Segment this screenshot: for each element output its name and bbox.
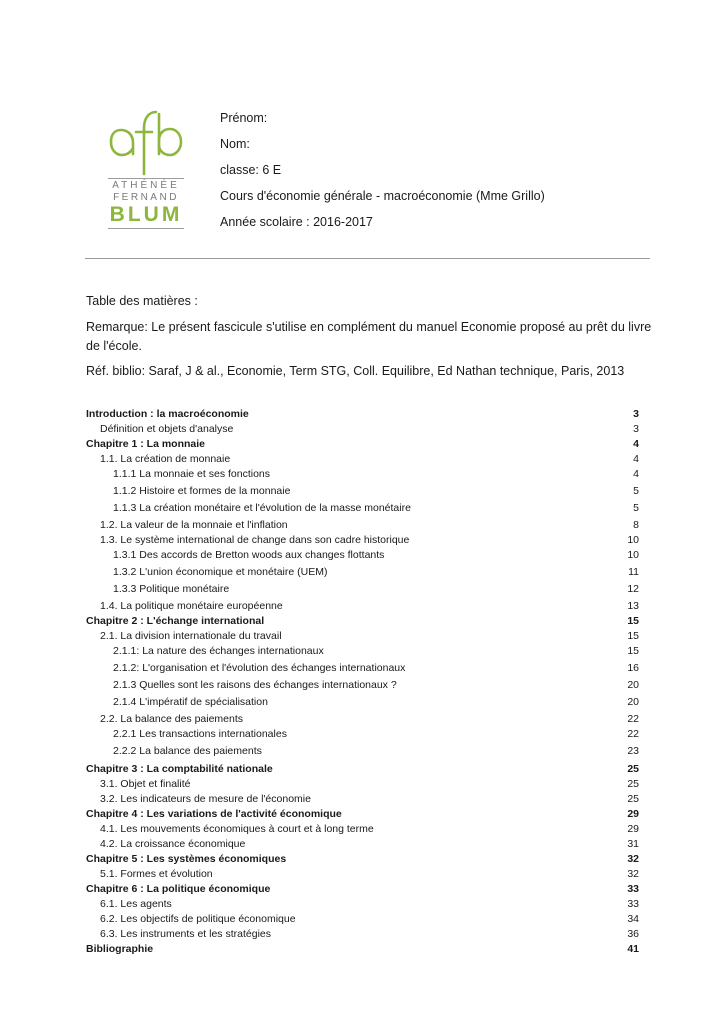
toc-entry-page: 32	[627, 868, 639, 880]
logo-rule-top	[108, 178, 184, 179]
toc-entry-page: 16	[627, 662, 639, 674]
toc-entry-title: 4.2. La croissance économique	[100, 838, 246, 850]
logo-text-athenee: ATHÉNÉE	[112, 180, 180, 191]
toc-entry[interactable]	[86, 600, 639, 613]
toc-entry-title: 1.1.2 Histoire et formes de la monnaie	[113, 485, 291, 497]
toc-entry-page: 15	[627, 645, 639, 657]
toc-entry-title: 1.1.1 La monnaie et ses fonctions	[113, 468, 271, 480]
toc-entry-title: Chapitre 5 : Les systèmes économiques	[86, 853, 287, 865]
toc-entry[interactable]	[86, 519, 639, 532]
toc-entry-page: 5	[633, 485, 639, 497]
toc-entry-title: 1.3.2 L'union économique et monétaire (UEM)	[113, 566, 328, 578]
toc-entry-title: Bibliographie	[86, 943, 154, 955]
toc-entry-title: 2.1.2: L'organisation et l'évolution des échanges internationaux	[113, 662, 406, 674]
toc-entry-title: 6.3. Les instruments et les stratégies	[100, 928, 271, 940]
toc-entry[interactable]	[86, 745, 639, 758]
toc-entry[interactable]	[86, 468, 639, 481]
toc-entry-page: 5	[633, 502, 639, 514]
field-prenom: Prénom:	[220, 111, 268, 125]
toc-entry-page: 8	[633, 519, 639, 531]
toc-entry[interactable]	[86, 713, 639, 726]
toc-entry-page: 3	[633, 423, 639, 435]
toc-entry-title: Chapitre 2 : L'échange international	[86, 615, 265, 627]
toc-entry-page: 4	[633, 468, 639, 480]
toc-entry[interactable]	[86, 662, 639, 675]
toc-entry-page: 4	[633, 438, 639, 450]
toc-entry[interactable]	[86, 928, 639, 941]
toc-entry-title: 2.2. La balance des paiements	[100, 713, 244, 725]
toc-entry[interactable]	[86, 696, 639, 709]
toc-entry[interactable]	[86, 630, 639, 643]
toc-entry-title: 2.1.3 Quelles sont les raisons des échanges internationaux ?	[113, 679, 397, 691]
toc-entry-page: 41	[627, 943, 639, 955]
toc-entry-title: 1.1. La création de monnaie	[100, 453, 231, 465]
toc-entry[interactable]	[86, 583, 639, 596]
toc-entry-page: 25	[627, 793, 639, 805]
toc-entry[interactable]	[86, 943, 639, 956]
toc-entry-page: 33	[627, 898, 639, 910]
toc-entry-page: 36	[627, 928, 639, 940]
toc-entry-page: 25	[627, 778, 639, 790]
school-logo	[106, 108, 186, 230]
toc-entry[interactable]	[86, 423, 639, 436]
toc-entry[interactable]	[86, 679, 639, 692]
toc-entry-page: 20	[627, 679, 639, 691]
toc-entry-title: 2.1.4 L'impératif de spécialisation	[113, 696, 268, 708]
toc-entry[interactable]	[86, 853, 639, 866]
toc-entry[interactable]	[86, 566, 639, 579]
toc-entry[interactable]	[86, 763, 639, 776]
toc-entry[interactable]	[86, 485, 639, 498]
toc-entry-title: Chapitre 1 : La monnaie	[86, 438, 206, 450]
toc-entry-page: 32	[627, 853, 639, 865]
toc-entry-title: 1.3.1 Des accords de Bretton woods aux changes flottants	[113, 549, 385, 561]
toc-entry-page: 10	[627, 534, 639, 546]
header-separator	[85, 258, 650, 259]
remarque-line-2: de l'école.	[86, 339, 142, 353]
toc-entry-page: 13	[627, 600, 639, 612]
toc-entry-title: 3.1. Objet et finalité	[100, 778, 191, 790]
logo-text-blum: BLUM	[109, 203, 183, 226]
toc-entry-page: 29	[627, 823, 639, 835]
toc-entry[interactable]	[86, 808, 639, 821]
toc-entry-page: 34	[627, 913, 639, 925]
toc-entry-title: Introduction : la macroéconomie	[86, 408, 249, 420]
toc-entry[interactable]	[86, 645, 639, 658]
toc-entry-page: 22	[627, 713, 639, 725]
toc-entry-title: 6.1. Les agents	[100, 898, 172, 910]
toc-entry-title: 3.2. Les indicateurs de mesure de l'économie	[100, 793, 311, 805]
toc-entry-title: 2.1. La division internationale du travail	[100, 630, 282, 642]
toc-entry[interactable]	[86, 913, 639, 926]
toc-entry-title: 5.1. Formes et évolution	[100, 868, 213, 880]
toc-entry-title: 2.1.1: La nature des échanges internationaux	[113, 645, 324, 657]
toc-entry[interactable]	[86, 838, 639, 851]
toc-entry[interactable]	[86, 823, 639, 836]
toc-entry-page: 12	[627, 583, 639, 595]
toc-entry-title: Chapitre 4 : Les variations de l'activité économique	[86, 808, 342, 820]
toc-entry-page: 31	[627, 838, 639, 850]
toc-entry-title: 1.2. La valeur de la monnaie et l'inflation	[100, 519, 288, 531]
toc-entry-title: Définition et objets d'analyse	[100, 423, 234, 435]
field-nom: Nom:	[220, 137, 250, 151]
toc-entry-page: 15	[627, 630, 639, 642]
toc-entry-page: 3	[633, 408, 639, 420]
toc-entry[interactable]	[86, 502, 639, 515]
logo-text-fernand: FERNAND	[113, 192, 179, 203]
toc-entry-page: 10	[627, 549, 639, 561]
afb-monogram-icon	[106, 108, 186, 178]
toc-entry-page: 33	[627, 883, 639, 895]
toc-entry[interactable]	[86, 898, 639, 911]
toc-entry[interactable]	[86, 868, 639, 881]
toc-entry[interactable]	[86, 408, 639, 421]
toc-entry[interactable]	[86, 453, 639, 466]
toc-entry-title: 1.4. La politique monétaire européenne	[100, 600, 283, 612]
toc-entry[interactable]	[86, 778, 639, 791]
toc-entry-page: 23	[627, 745, 639, 757]
remarque-line-1: Remarque: Le présent fascicule s'utilise en complément du manuel Economie proposé au prêt du livre	[86, 320, 652, 334]
toc-entry[interactable]	[86, 615, 639, 628]
school-year: Année scolaire : 2016-2017	[220, 215, 373, 229]
field-classe: classe: 6 E	[220, 163, 282, 177]
toc-entry-title: 1.3. Le système international de change dans son cadre historique	[100, 534, 410, 546]
toc-entry-page: 29	[627, 808, 639, 820]
toc-entry-title: 1.3.3 Politique monétaire	[113, 583, 230, 595]
toc-entry-title: Chapitre 3 : La comptabilité nationale	[86, 763, 273, 775]
course-title: Cours d'économie générale - macroéconomie (Mme Grillo)	[220, 189, 545, 203]
toc-entry[interactable]	[86, 883, 639, 896]
toc-entry-title: Chapitre 6 : La politique économique	[86, 883, 271, 895]
toc-entry[interactable]	[86, 728, 639, 741]
toc-entry[interactable]	[86, 549, 639, 562]
toc-entry-title: 2.2.2 La balance des paiements	[113, 745, 262, 757]
toc-entry[interactable]	[86, 793, 639, 806]
bibliographic-reference: Réf. biblio: Saraf, J & al., Economie, Term STG, Coll. Equilibre, Ed Nathan technique, Paris, 2013	[86, 364, 625, 378]
toc-entry-title: 4.1. Les mouvements économiques à court et à long terme	[100, 823, 374, 835]
toc-entry-page: 25	[627, 763, 639, 775]
toc-entry-page: 11	[628, 566, 639, 578]
toc-entry-page: 20	[627, 696, 639, 708]
toc-entry-page: 4	[633, 453, 639, 465]
toc-entry-page: 15	[627, 615, 639, 627]
toc-entry-title: 2.2.1 Les transactions internationales	[113, 728, 287, 740]
toc-entry-page: 22	[627, 728, 639, 740]
toc-entry-title: 6.2. Les objectifs de politique économique	[100, 913, 296, 925]
toc-entry[interactable]	[86, 438, 639, 451]
toc-entry[interactable]	[86, 534, 639, 547]
logo-rule-bottom	[108, 228, 184, 229]
toc-entry-title: 1.1.3 La création monétaire et l'évolution de la masse monétaire	[113, 502, 411, 514]
toc-heading: Table des matières :	[86, 294, 198, 308]
